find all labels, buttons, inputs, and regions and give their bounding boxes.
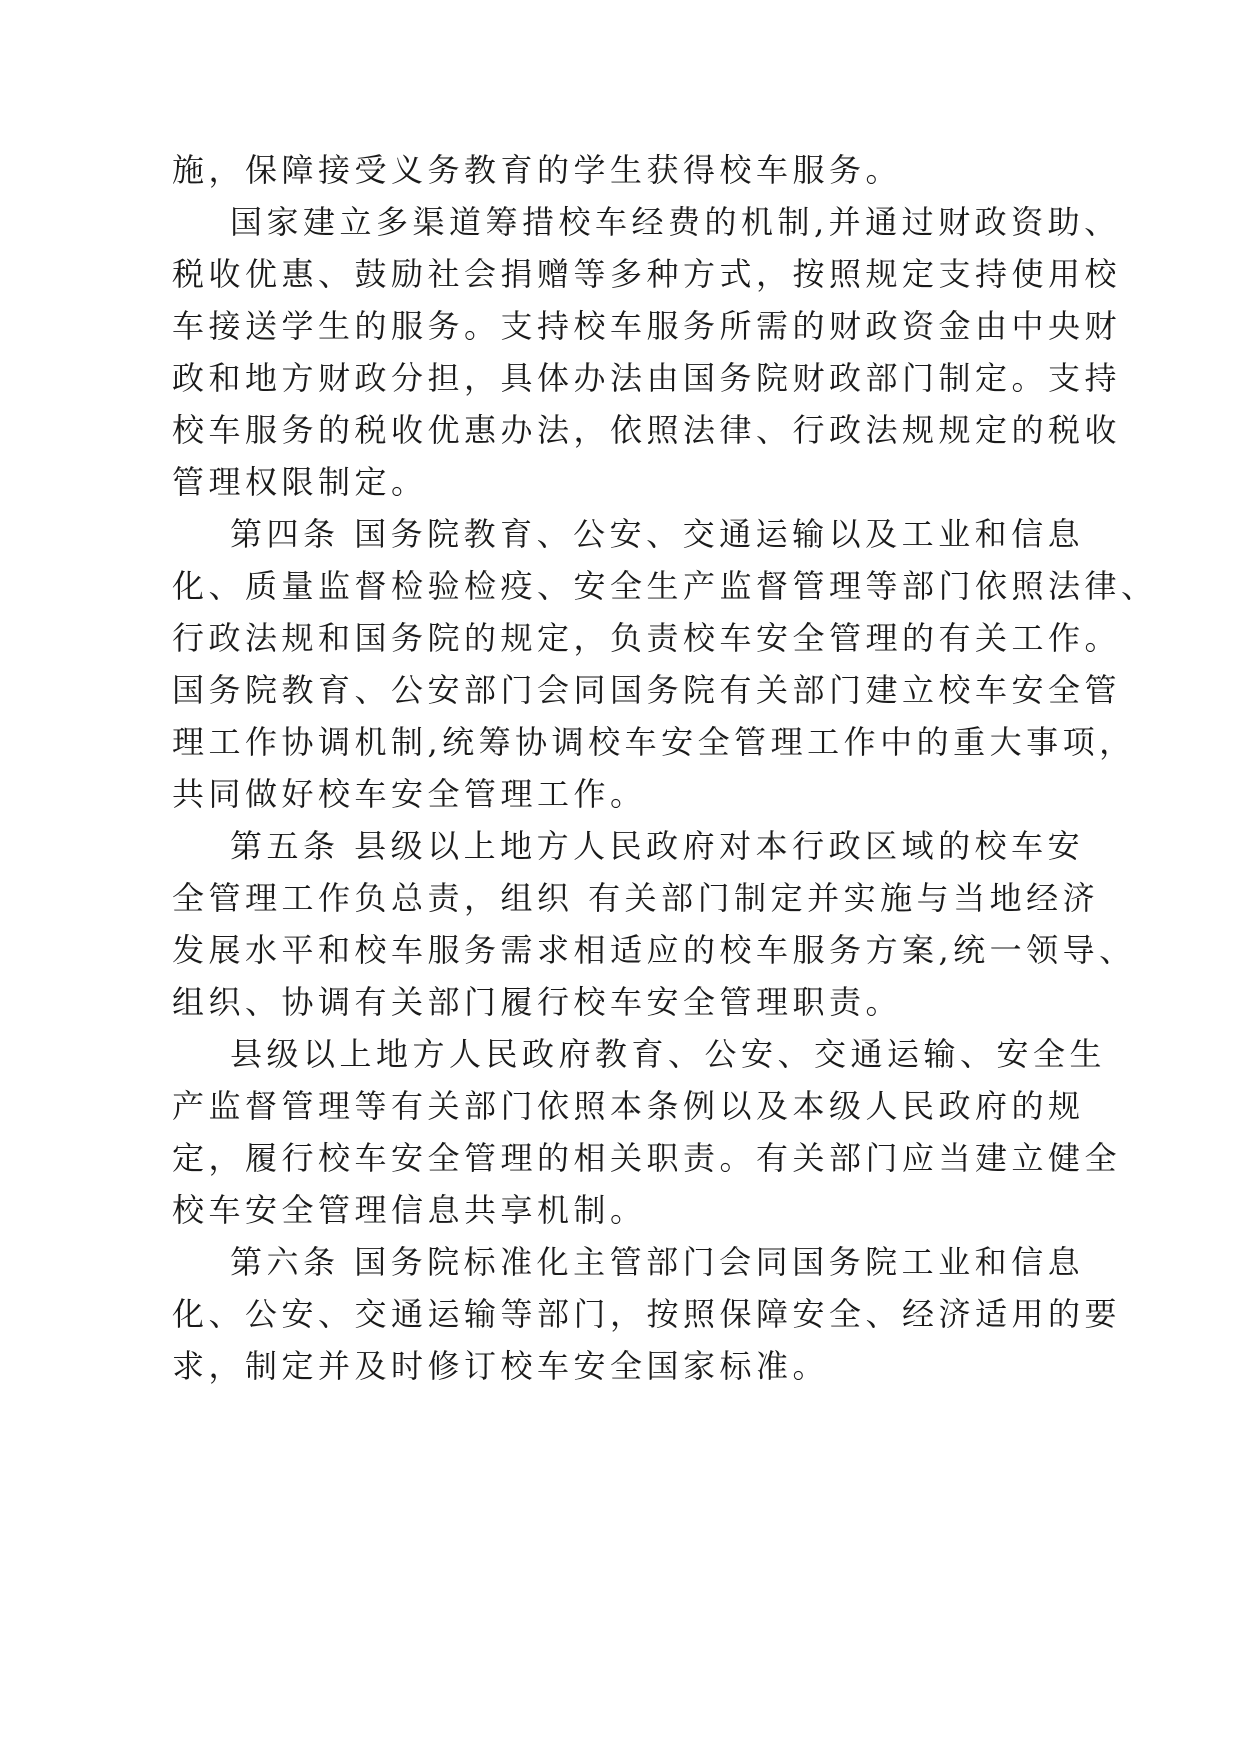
article-4-heading-line: 第四条 国务院教育、公安、交通运输以及工业和信息 — [230, 515, 1085, 553]
article-5-heading-line: 第五条 县级以上地方人民政府对本行政区域的校车安 — [230, 827, 1085, 865]
paragraph-start-line: 国家建立多渠道筹措校车经费的机制,并通过财政资助、 — [230, 203, 1121, 241]
text-line: 政和地方财政分担，具体办法由国务院财政部门制定。支持 — [172, 359, 1122, 397]
text-line: 理工作协调机制,统筹协调校车安全管理工作中的重大事项， — [172, 723, 1136, 761]
text-line: 产监督管理等有关部门依照本条例以及本级人民政府的规 — [172, 1087, 1085, 1125]
text-line: 化、公安、交通运输等部门，按照保障安全、经济适用的要 — [172, 1295, 1122, 1333]
text-line: 国务院教育、公安部门会同国务院有关部门建立校车安全管 — [172, 671, 1122, 709]
text-line: 行政法规和国务院的规定，负责校车安全管理的有关工作。 — [172, 619, 1122, 657]
text-line: 发展水平和校车服务需求相适应的校车服务方案,统一领导、 — [172, 931, 1136, 969]
text-line: 组织、协调有关部门履行校车安全管理职责。 — [172, 983, 903, 1021]
text-line: 施，保障接受义务教育的学生获得校车服务。 — [172, 151, 903, 189]
text-line: 税收优惠、鼓励社会捐赠等多种方式，按照规定支持使用校 — [172, 255, 1122, 293]
text-line: 共同做好校车安全管理工作。 — [172, 775, 647, 813]
text-line: 全管理工作负总责，组织 有关部门制定并实施与当地经济 — [172, 879, 1100, 917]
article-6-heading-line: 第六条 国务院标准化主管部门会同国务院工业和信息 — [230, 1243, 1085, 1281]
text-line: 定，履行校车安全管理的相关职责。有关部门应当建立健全 — [172, 1139, 1122, 1177]
text-line: 管理权限制定。 — [172, 463, 428, 501]
text-line: 车接送学生的服务。支持校车服务所需的财政资金由中央财 — [172, 307, 1122, 345]
paragraph-start-line: 县级以上地方人民政府教育、公安、交通运输、安全生 — [230, 1035, 1107, 1073]
text-line: 校车服务的税收优惠办法，依照法律、行政法规规定的税收 — [172, 411, 1122, 449]
text-line: 求，制定并及时修订校车安全国家标准。 — [172, 1347, 830, 1385]
text-line: 校车安全管理信息共享机制。 — [172, 1191, 647, 1229]
text-line: 化、质量监督检验检疫、安全生产监督管理等部门依照法律、 — [172, 567, 1158, 605]
